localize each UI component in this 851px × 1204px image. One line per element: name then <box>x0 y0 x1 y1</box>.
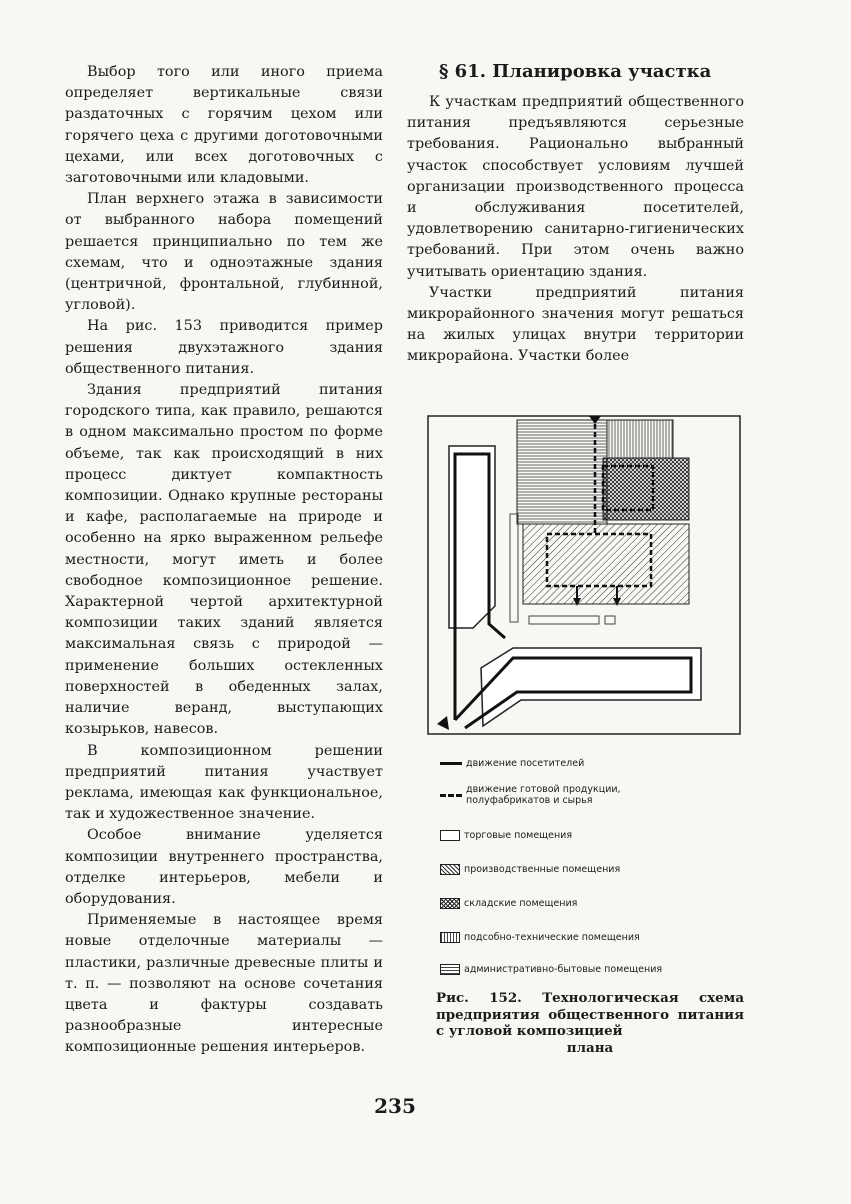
legend-label: движение готовой продукции, полуфабрикатов и сырья <box>466 784 621 806</box>
legend-item <box>440 830 572 841</box>
legend-swatch-horizontal-hatch <box>440 964 460 975</box>
legend-swatch-dashed-line <box>440 794 462 797</box>
left-paragraph: План верхнего этажа в зависимости от выбранного набора помещений решается принципиально по тем же схемам, что и одноэтажные здания (центричной, фронтальной, глубинной, угловой). <box>65 191 383 314</box>
left-paragraph: Выбор того или иного приема определяет вертикальные связи раздаточных с горячим цехом или горячего цеха с другими доготовочными цехами, или всех доготовочных с заготовочными или кладовыми. <box>65 64 383 187</box>
storage-block <box>607 420 673 458</box>
left-paragraph: На рис. 153 приводится пример решения двухэтажного здания общественного питания. <box>65 318 383 377</box>
caption-last-line: плана <box>566 1039 614 1056</box>
caption-main: Рис. 152. Технологическая схема предприятия общественного питания с угловой композицией <box>436 990 744 1039</box>
page-number: 235 <box>374 1094 416 1118</box>
left-paragraph: Особое внимание уделяется композиции внутреннего пространства, отделке интерьеров, мебели и оборудования. <box>65 827 383 907</box>
right-paragraphs <box>407 92 744 368</box>
legend-label: движение посетителей <box>466 758 585 769</box>
left-text-column <box>65 62 383 1059</box>
legend-swatch-solid-line <box>440 762 462 765</box>
right-paragraph: Участки предприятий питания микрорайонного значения могут решаться на жилых улицах внутри территории микрорайона. Участки более <box>407 284 744 365</box>
legend-item <box>440 864 620 875</box>
legend-swatch-blank <box>440 830 460 841</box>
legend-item <box>440 784 706 806</box>
legend-swatch-diagonal-hatch <box>440 864 460 875</box>
legend-label: производственные помещения <box>464 864 621 875</box>
legend-label: торговые помещения <box>464 830 573 841</box>
legend-swatch-cross-hatch <box>440 898 460 909</box>
legend-item <box>440 758 584 769</box>
site-plan-diagram <box>425 410 745 740</box>
legend-item <box>440 898 577 909</box>
legend-item <box>440 932 640 943</box>
figure-caption <box>436 990 744 1056</box>
section-heading: § 61. Планировка участка <box>439 61 712 82</box>
right-text-column <box>407 60 744 368</box>
legend-swatch-vertical-hatch <box>440 932 460 943</box>
left-paragraph: Применяемые в настоящее время новые отделочные материалы — пластики, различные древесные плиты и т. п. — позволяют на основе сочетания цвета и фактуры создавать разнообразные интересные композиционные решения интерьеров. <box>65 912 383 1056</box>
right-paragraph: К участкам предприятий общественного питания предъявляются серьезные требования. Рационально выбранный участок способствует условиям лучшей организации производственного процесса и обслуживания посетителей, удовлетворению санитарно-гигиенических требований. При этом очень важно учитывать ориентацию здания. <box>407 94 744 280</box>
legend-item <box>440 964 662 975</box>
left-paragraph: В композиционном решении предприятий питания участвует реклама, имеющая как функциональное, так и художественное значение. <box>65 742 383 823</box>
legend-label: подсобно-технические помещения <box>464 932 640 943</box>
legend-label: административно-бытовые помещения <box>464 964 663 975</box>
left-paragraph: Здания предприятий питания городского типа, как правило, решаются в одном максимально простом по форме объеме, так как происходящий в них процесс диктует компактность композиции. Однако крупные рестораны и кафе, располагаемые на природе и особенно на ярко выраженном рельефе местности, могут иметь и более свободное композиционное решение. Характерной чертой архитектурной композиции таких зданий является максимальная связь с природой — применение больших остекленных поверхностей в обеденных залах, наличие веранд, выступающих козырьков, навесов. <box>65 382 383 738</box>
auxiliary-rooms-block <box>517 420 607 524</box>
legend-label: складские помещения <box>464 898 578 909</box>
